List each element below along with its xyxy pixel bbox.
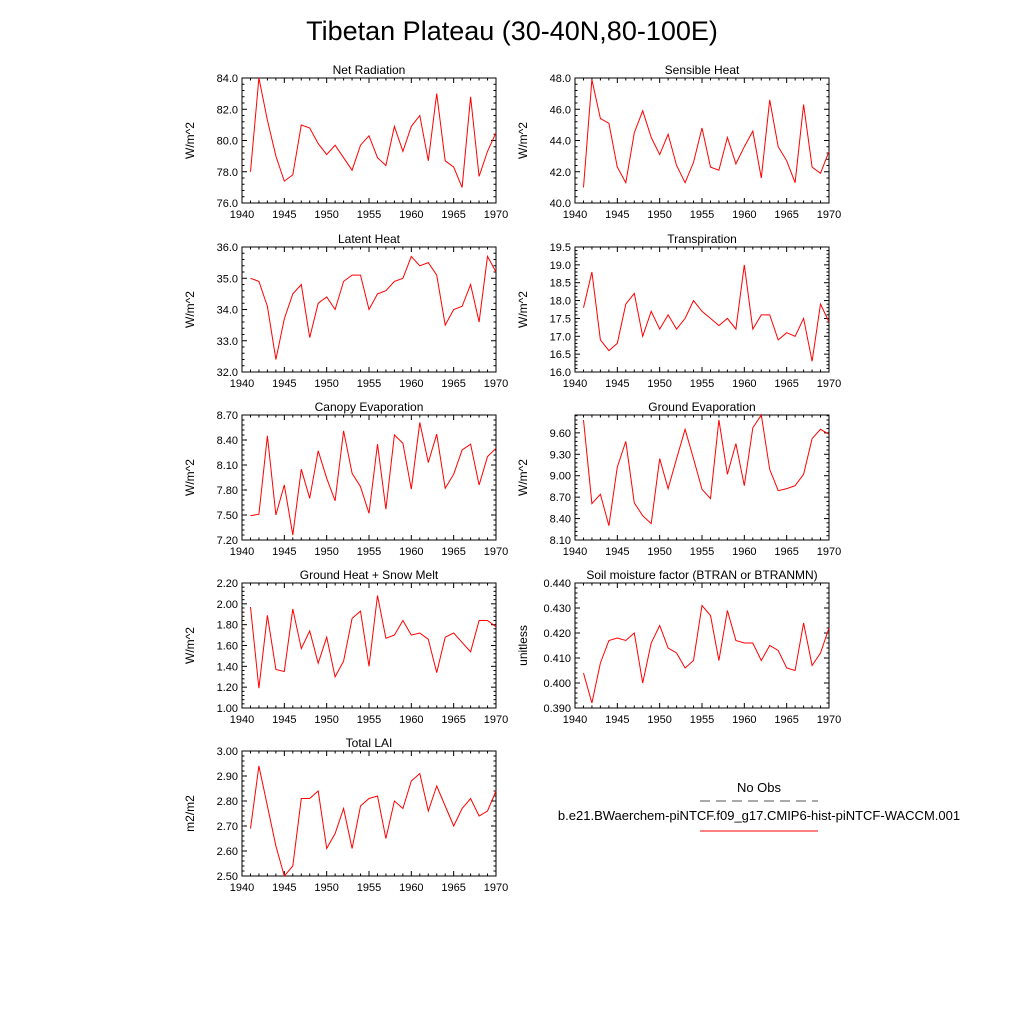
- legend-case-label: b.e21.BWaerchem-piNTCF.f09_g17.CMIP6-hist-piNTCF-WACCM.001: [557, 808, 961, 823]
- y-tick-label: 2.20: [216, 578, 238, 590]
- y-tick-label: 17.5: [549, 313, 571, 326]
- x-tick-label: 1960: [732, 546, 757, 558]
- plot-frame: [242, 583, 496, 708]
- plot-frame: [575, 247, 829, 372]
- x-tick-label: 1960: [399, 546, 424, 558]
- panel-title: Canopy Evaporation: [314, 400, 424, 414]
- x-tick-label: 1960: [732, 714, 757, 726]
- y-tick-label: 8.10: [216, 460, 238, 472]
- x-tick-label: 1945: [605, 209, 630, 221]
- panel-7: [516, 568, 841, 726]
- x-tick-label: 1940: [562, 714, 588, 726]
- y-tick-label: 34.0: [216, 304, 238, 317]
- x-tick-label: 1945: [605, 378, 630, 390]
- panel-8: [183, 736, 508, 894]
- x-tick-label: 1965: [441, 209, 466, 221]
- y-tick-label: 2.70: [216, 821, 238, 833]
- y-axis-label: m2/m2: [183, 795, 197, 832]
- legend: [558, 780, 960, 831]
- x-tick-label: 1960: [399, 882, 424, 894]
- panel-6: [183, 568, 508, 726]
- x-tick-label: 1965: [441, 714, 466, 726]
- y-tick-label: 2.00: [216, 598, 238, 611]
- y-tick-label: 1.60: [216, 640, 238, 653]
- series-line: [251, 766, 497, 876]
- y-tick-label: 16.5: [549, 349, 571, 362]
- x-tick-label: 1955: [356, 714, 382, 726]
- x-tick-label: 1960: [732, 378, 757, 390]
- x-tick-label: 1950: [314, 378, 339, 390]
- x-tick-label: 1960: [399, 209, 424, 221]
- panel-title: Sensible Heat: [664, 63, 740, 77]
- x-tick-label: 1945: [605, 546, 630, 558]
- x-tick-label: 1950: [647, 546, 672, 558]
- y-tick-label: 0.430: [543, 603, 571, 615]
- panels: [183, 63, 841, 894]
- plot-frame: [575, 583, 829, 708]
- y-tick-label: 48.0: [549, 73, 571, 85]
- x-tick-label: 1960: [732, 209, 757, 221]
- y-tick-label: 76.0: [216, 198, 238, 210]
- plot-frame: [575, 415, 829, 540]
- y-tick-label: 0.410: [543, 653, 571, 665]
- x-tick-label: 1940: [562, 378, 588, 390]
- panel-title: Latent Heat: [337, 232, 401, 246]
- series-line: [584, 415, 830, 526]
- panel-1: [516, 63, 841, 221]
- y-tick-label: 18.0: [549, 295, 571, 308]
- y-tick-label: 32.0: [216, 367, 238, 379]
- x-tick-label: 1940: [229, 378, 255, 390]
- x-tick-label: 1955: [689, 714, 715, 726]
- x-tick-label: 1940: [562, 546, 588, 558]
- x-tick-label: 1955: [689, 546, 715, 558]
- panel-title: Total LAI: [345, 736, 393, 750]
- series-line: [251, 596, 497, 689]
- x-tick-label: 1945: [272, 546, 297, 558]
- y-tick-label: 8.40: [216, 435, 238, 447]
- y-tick-label: 17.0: [549, 331, 571, 344]
- plot-frame: [242, 415, 496, 540]
- y-tick-label: 16.0: [549, 367, 571, 379]
- x-tick-label: 1950: [314, 209, 339, 221]
- y-axis-label: W/m^2: [516, 459, 530, 496]
- series-line: [584, 80, 830, 188]
- y-tick-label: 9.30: [549, 449, 571, 462]
- x-tick-label: 1960: [399, 714, 424, 726]
- x-tick-label: 1955: [356, 209, 382, 221]
- x-tick-label: 1970: [483, 714, 509, 726]
- x-tick-label: 1970: [816, 209, 842, 221]
- y-tick-label: 0.390: [543, 703, 571, 715]
- y-tick-label: 9.60: [549, 427, 571, 440]
- plot-frame: [575, 78, 829, 203]
- y-tick-label: 9.00: [549, 470, 571, 483]
- y-tick-label: 8.10: [549, 535, 571, 547]
- y-axis-label: W/m^2: [183, 627, 197, 664]
- y-tick-label: 44.0: [549, 135, 571, 148]
- y-tick-label: 82.0: [216, 104, 238, 117]
- x-tick-label: 1955: [356, 378, 382, 390]
- panel-3: [516, 232, 841, 390]
- panel-title: Net Radiation: [332, 63, 406, 77]
- y-tick-label: 1.00: [216, 703, 238, 715]
- y-tick-label: 1.80: [216, 619, 238, 632]
- panel-title: Ground Heat + Snow Melt: [299, 568, 439, 582]
- y-tick-label: 8.70: [549, 492, 571, 505]
- y-tick-label: 2.60: [216, 846, 238, 858]
- x-tick-label: 1970: [483, 209, 509, 221]
- panel-0: [183, 63, 508, 221]
- legend-obs-label: No Obs: [736, 780, 782, 795]
- y-tick-label: 84.0: [216, 73, 238, 85]
- y-tick-label: 36.0: [216, 242, 238, 254]
- x-tick-label: 1950: [314, 882, 339, 894]
- y-tick-label: 42.0: [549, 166, 571, 179]
- x-tick-label: 1950: [314, 546, 339, 558]
- y-tick-label: 18.5: [549, 277, 571, 290]
- panel-4: [183, 400, 508, 558]
- x-tick-label: 1965: [441, 546, 466, 558]
- y-tick-label: 1.20: [216, 682, 238, 695]
- y-axis-label: W/m^2: [183, 459, 197, 496]
- series-line: [251, 78, 497, 187]
- figure-title: Tibetan Plateau (30-40N,80-100E): [306, 16, 718, 46]
- y-tick-label: 2.80: [216, 796, 238, 808]
- x-tick-label: 1940: [229, 546, 255, 558]
- x-tick-label: 1940: [229, 209, 255, 221]
- x-tick-label: 1965: [441, 378, 466, 390]
- y-tick-label: 0.440: [543, 578, 571, 590]
- y-axis-label: W/m^2: [183, 122, 197, 159]
- series-line: [251, 256, 497, 359]
- x-tick-label: 1955: [356, 546, 382, 558]
- y-tick-label: 8.40: [549, 513, 571, 526]
- series-line: [251, 423, 497, 536]
- y-tick-label: 80.0: [216, 135, 238, 148]
- x-tick-label: 1940: [562, 209, 588, 221]
- y-axis-label: W/m^2: [183, 291, 197, 328]
- x-tick-label: 1965: [441, 882, 466, 894]
- y-tick-label: 2.90: [216, 771, 238, 783]
- y-tick-label: 40.0: [549, 198, 571, 210]
- x-tick-label: 1965: [774, 714, 799, 726]
- y-tick-label: 33.0: [216, 335, 238, 348]
- y-tick-label: 7.50: [216, 510, 238, 522]
- x-tick-label: 1970: [483, 546, 509, 558]
- x-tick-label: 1955: [689, 378, 715, 390]
- x-tick-label: 1965: [774, 209, 799, 221]
- y-tick-label: 7.20: [216, 535, 238, 547]
- panel-title: Ground Evaporation: [648, 400, 756, 414]
- x-tick-label: 1955: [356, 882, 382, 894]
- y-tick-label: 0.420: [543, 628, 571, 640]
- x-tick-label: 1945: [272, 209, 297, 221]
- plot-frame: [242, 751, 496, 876]
- x-tick-label: 1965: [774, 378, 799, 390]
- y-tick-label: 8.70: [216, 410, 238, 422]
- series-line: [584, 265, 830, 361]
- x-tick-label: 1970: [483, 378, 509, 390]
- y-tick-label: 7.80: [216, 485, 238, 497]
- panel-2: [183, 232, 508, 390]
- y-tick-label: 3.00: [216, 746, 238, 758]
- y-tick-label: 19.5: [549, 242, 571, 254]
- y-axis-label: unitless: [516, 625, 530, 666]
- x-tick-label: 1950: [647, 209, 672, 221]
- panel-title: Transpiration: [667, 232, 737, 246]
- panel-title: Soil moisture factor (BTRAN or BTRANMN): [586, 568, 818, 582]
- x-tick-label: 1945: [272, 378, 297, 390]
- y-tick-label: 1.40: [216, 661, 238, 674]
- panel-5: [516, 400, 841, 558]
- y-tick-label: 0.400: [543, 678, 571, 690]
- x-tick-label: 1950: [647, 378, 672, 390]
- x-tick-label: 1970: [816, 714, 842, 726]
- y-axis-label: W/m^2: [516, 122, 530, 159]
- y-tick-label: 19.0: [549, 259, 571, 272]
- x-tick-label: 1955: [689, 209, 715, 221]
- x-tick-label: 1950: [647, 714, 672, 726]
- x-tick-label: 1970: [483, 882, 509, 894]
- x-tick-label: 1945: [272, 714, 297, 726]
- plot-frame: [242, 78, 496, 203]
- x-tick-label: 1945: [605, 714, 630, 726]
- x-tick-label: 1950: [314, 714, 339, 726]
- x-tick-label: 1945: [272, 882, 297, 894]
- y-tick-label: 78.0: [216, 166, 238, 179]
- y-axis-label: W/m^2: [516, 291, 530, 328]
- x-tick-label: 1970: [816, 546, 842, 558]
- y-tick-label: 46.0: [549, 104, 571, 117]
- series-line: [584, 606, 830, 704]
- x-tick-label: 1940: [229, 882, 255, 894]
- x-tick-label: 1965: [774, 546, 799, 558]
- y-tick-label: 2.50: [216, 871, 238, 883]
- y-tick-label: 35.0: [216, 273, 238, 286]
- x-tick-label: 1970: [816, 378, 842, 390]
- x-tick-label: 1940: [229, 714, 255, 726]
- x-tick-label: 1960: [399, 378, 424, 390]
